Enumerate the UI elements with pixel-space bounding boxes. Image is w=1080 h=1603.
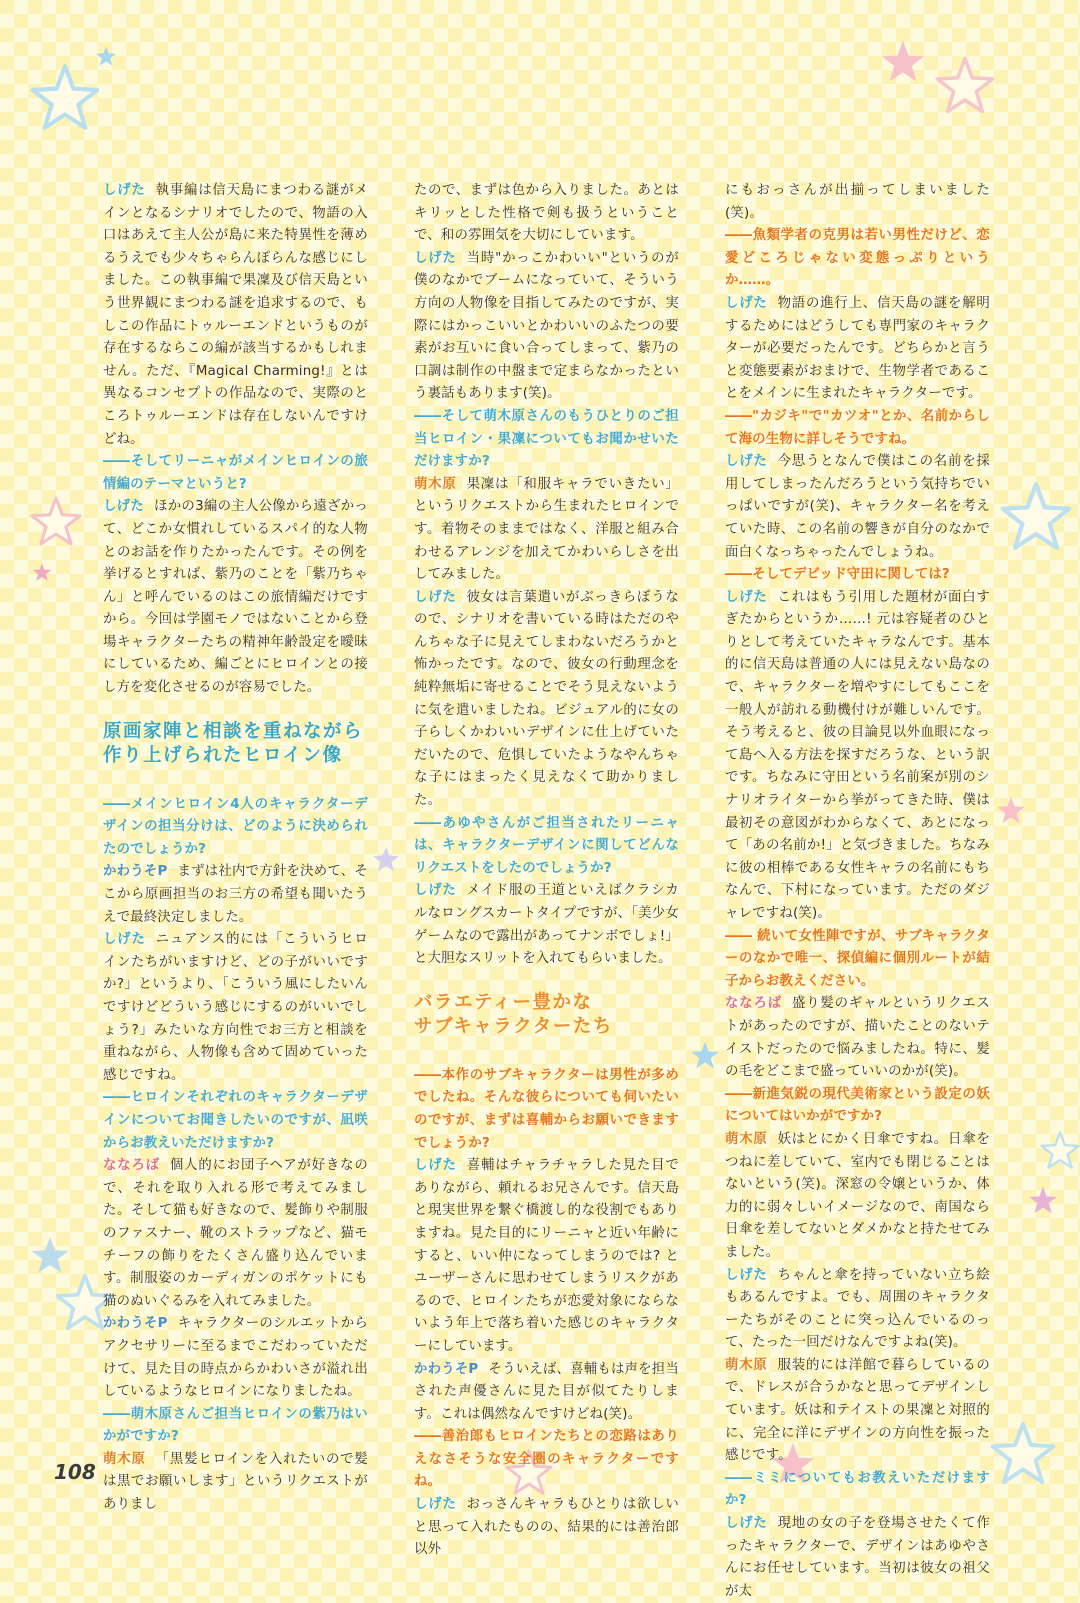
speech-paragraph bbox=[103, 1155, 368, 1313]
speaker-name: しげた bbox=[725, 295, 768, 311]
speech-paragraph bbox=[103, 929, 368, 1087]
speaker-name: かわうそP bbox=[103, 1316, 168, 1332]
section-heading-line: 作り上げられたヒロイン像 bbox=[103, 744, 343, 766]
speech-paragraph bbox=[103, 496, 368, 699]
speech-paragraph bbox=[725, 1355, 990, 1468]
speaker-name: しげた bbox=[103, 932, 146, 948]
speaker-name: しげた bbox=[414, 1497, 457, 1513]
page-number: 108 bbox=[54, 1460, 96, 1484]
text-column-1 bbox=[103, 180, 368, 1517]
section-heading bbox=[414, 991, 679, 1039]
speech-paragraph bbox=[725, 180, 990, 225]
speech-text: メイド服の王道といえばクラシカルなロングスカートタイプですが、「美少女ゲームなので露出があってナンボでしょ!」と大胆なスリットを入れてもらいました。 bbox=[414, 883, 679, 967]
speech-text: ほかの3編の主人公像から遠ざかって、どこか女慣れしているスパイ的な人物とのお話を作りたかったんです。その例を挙げるとすれば、紫乃のことを「紫乃ちゃん」と呼んでいるのはこの旅情編だけですから。今回は学園モノではないことから登場キャラクターたちの精神年齢設定を曖昧にしているため、編ごとにヒロインとの接し方を変化させるのが容易でした。 bbox=[103, 499, 368, 696]
speech-text: 「黒髪ヒロインを入れたいので髪は黒でお願いします」というリクエストがありまし bbox=[103, 1451, 368, 1513]
speech-text: キャラクターのシルエットからアクセサリーに至るまでこだわっていただけて、見た目の時点からかわいさが溢れ出しているようなヒロインになりましたね。 bbox=[103, 1316, 368, 1400]
section-heading-line: 原画家陣と相談を重ねながら bbox=[103, 720, 364, 742]
speaker-name: しげた bbox=[414, 1158, 457, 1174]
speech-paragraph bbox=[103, 1449, 368, 1517]
speech-text: 喜輔はチャラチャラした見た目でありながら、頼れるお兄さんです。信天島と現実世界を繋ぐ橋渡し的な役割でもありますね。見た目的にリーニャと近い年齢にすると、いい仲になってしまうのでは? とユーザーさんに思わせてしまうリスクがあるので、ヒロインたちが恋愛対象にならないよう年上で落ち着いた感じのキャラクターにしています。 bbox=[414, 1158, 679, 1354]
speech-paragraph bbox=[414, 1155, 679, 1358]
speech-text: そういえば、喜輔もは声を担当された声優さんに見た目が似てたりします。これは偶然なんですけどね(笑)。 bbox=[414, 1361, 679, 1422]
speaker-name: 萌木原 bbox=[725, 1357, 768, 1373]
speaker-name: ななろば bbox=[725, 996, 782, 1012]
speech-text: まずは社内で方針を決めて、そこから原画担当のお三方の希望も聞いたうえで最終決定しました。 bbox=[103, 864, 368, 925]
star-outline-icon bbox=[30, 495, 82, 547]
speech-paragraph bbox=[414, 880, 679, 970]
speech-text: 当時"かっこかわいい"というのが僕のなかでブームになっていて、そういう方向の人物像を目指してみたのですが、実際にはかっこいいとかわいいのふたつの要素がお互いに食い合ってしまって、紫乃の口調は制作の中盤まで定まらなかったという裏話もあります(笑)。 bbox=[414, 250, 679, 402]
star-pink-icon bbox=[880, 38, 926, 84]
speech-text: 現地の女の子を登場させたくて作ったキャラクターで、デザインはあゆやさんにお任せしています。当初は彼女の祖父が太 bbox=[725, 1516, 990, 1599]
speaker-name: 萌木原 bbox=[103, 1451, 146, 1467]
star-outline-icon bbox=[30, 62, 100, 132]
speech-paragraph bbox=[103, 180, 368, 451]
interviewer-question: ――善治郎もヒロインたちとの恋路はありえなさそうな安全圏のキャラクターですね。 bbox=[414, 1429, 679, 1490]
speaker-name: かわうそP bbox=[103, 864, 168, 880]
speech-text: 執事編は信天島にまつわる謎がメインとなるシナリオでしたので、物語の入口はあえて主人公が島に来た特異性を薄めるうえでも少々ちゃらんぽらんな感じにしました。この執事編で果凜及び信天島という世界観にまつわる謎を追求するので、もしこの作品にトゥルーエンドというものが存在するならこの編が該当するかもしれません。ただ、『Magical Charming!』とは異なるコンセプトの作品なので、実際のところトゥルーエンドは存在しないんですけどね。 bbox=[103, 183, 368, 447]
speaker-name: しげた bbox=[725, 1516, 768, 1532]
speaker-name: 萌木原 bbox=[414, 476, 457, 492]
speaker-name: かわうそP bbox=[414, 1361, 479, 1377]
speaker-name: 萌木原 bbox=[725, 1131, 768, 1147]
speech-paragraph bbox=[414, 248, 679, 406]
speaker-name: しげた bbox=[103, 499, 145, 515]
text-column-3 bbox=[725, 180, 990, 1603]
interviewer-question: ――萌木原さんご担当ヒロインの紫乃はいかがですか? bbox=[103, 1406, 368, 1445]
speaker-name: しげた bbox=[725, 1267, 768, 1283]
speech-text: 物語の進行上、信天島の謎を解明するためにはどうしても専門家のキャラクターが必要だったんです。どちらかと言うと変態要素がおまけで、生物学者であることをメインに生まれたキャラクターです。 bbox=[725, 295, 990, 402]
interviewer-question: ――そして萌木原さんのもうひとりのご担当ヒロイン・果凜についてもお聞かせいただけますか? bbox=[414, 408, 679, 470]
speaker-name: しげた bbox=[103, 183, 146, 198]
interviewer-question: ――メインヒロイン4人のキャラクターデザインの担当分けは、どのように決められたのでしょうか? bbox=[103, 796, 368, 857]
interviewer-question: ――"カジキ"で"カツオ"とか、名前からして海の生物に詳しそうですね。 bbox=[725, 408, 990, 447]
interviewer-question: ――ミミについてもお教えいただけますか? bbox=[725, 1470, 990, 1509]
speech-text: 今思うとなんで僕はこの名前を採用してしまったんだろうという気持ちでいっぱいですが(笑)、キャラクター名を考えていた時、この名前の響きが自分のなかで面白くなっちゃったんでしょうね。 bbox=[725, 454, 990, 560]
speaker-name: しげた bbox=[414, 589, 457, 605]
speech-paragraph bbox=[725, 1513, 990, 1603]
speech-text: 妖はとにかく日傘ですね。日傘をつねに差していて、室内でも閉じることはないという(笑)。深窓の令嬢というか、体力的に弱々しいイメージなので、南国なら日傘を差してないとダメかなと持たせてみました。 bbox=[725, 1131, 990, 1260]
speech-paragraph bbox=[725, 587, 990, 926]
star-outline-icon bbox=[990, 1420, 1056, 1486]
speech-paragraph bbox=[103, 1313, 368, 1403]
speech-paragraph bbox=[414, 474, 679, 587]
speech-text: 盛り髪のギャルというリクエストがあったのですが、描いたことのないテイストだったので悩みましたね。特に、髪の毛をどこまで盛っていいのかが(笑)。 bbox=[725, 996, 990, 1080]
speaker-name: しげた bbox=[414, 883, 457, 899]
speech-paragraph bbox=[725, 1265, 990, 1355]
section-heading-line: バラエティー豊かな bbox=[414, 991, 593, 1013]
speech-paragraph bbox=[725, 993, 990, 1083]
speech-text: ニュアンス的には「こういうヒロインたちがいますけど、どの子がいいですか?」というより、「こういう風にしたいんですけどどういう感じにするのがいいでしょう?」みたいな方向性でお三方と相談を重ねながら、人物像も含めて固めていった感じですね。 bbox=[103, 932, 368, 1083]
star-outline-icon bbox=[935, 55, 995, 115]
speech-paragraph bbox=[725, 293, 990, 406]
interviewer-question: ――新進気鋭の現代美術家という設定の妖についてはいかがですか? bbox=[725, 1086, 990, 1125]
section-heading bbox=[103, 720, 368, 768]
speaker-name: しげた bbox=[725, 454, 768, 470]
speech-paragraph bbox=[725, 451, 990, 564]
star-pink-icon bbox=[996, 795, 1026, 825]
speech-text: ちゃんと傘を持っていない立ち絵もあるんですよ。でも、周囲のキャラクターたちがそのことに突っ込んでいるのって、たった一回だけなんですよね(笑)。 bbox=[725, 1267, 990, 1351]
speech-text: これはもう引用した題材が面白すぎたからというか……! 元は容疑者のひとりとして考えていたキャラなんです。基本的に信天島は普通の人には見えない島なので、キャラクターを増やすにしてもここを一般人が訪れる動機付けが難しいんです。そう考えると、彼の目論見以外血眼になって島へ入る方法を探すだろうな、という訳です。ちなみに守田という名前案が別のシナリオライターから挙がってきた時、僕は最初その意図がわからなくて、あとになって「あの名前か!」と気づきました。ちなみに彼の相棒である女性キャラの名前にもちなんで、下村になっています。ただのダジャレですね(笑)。 bbox=[725, 589, 990, 921]
speech-paragraph bbox=[414, 587, 679, 813]
speech-text: にもおっさんが出揃ってしまいました(笑)。 bbox=[725, 183, 990, 221]
speech-text: 個人的にお団子ヘアが好きなので、それを取り入れる形で考えてみました。そして猫も好きなので、髪飾りや制服のファスナー、靴のストラップなど、猫モチーフの飾りをたくさん盛り込んでいます。制服姿のカーディガンのポケットにも猫のぬいぐるみを入れてみました。 bbox=[103, 1158, 368, 1309]
interviewer-question: ――魚類学者の克男は若い男性だけど、恋愛どころじゃない変態っぷりというか……。 bbox=[725, 228, 990, 289]
speaker-name: ななろば bbox=[103, 1158, 160, 1174]
interviewer-question: ――ヒロインそれぞれのキャラクターデザインについてお聞きしたいのですが、凪咲からお教えいただけますか? bbox=[103, 1090, 368, 1151]
speech-text: 果凜は「和服キャラでいきたい」というリクエストから生まれたヒロインです。着物そのままではなく、洋服と組み合わせるアレンジを加えてかわいらしさを出してみました。 bbox=[414, 476, 679, 583]
star-outline-icon bbox=[1040, 1130, 1080, 1170]
speech-paragraph bbox=[103, 861, 368, 929]
interviewer-question: ――そしてデビッド守田に関しては? bbox=[725, 567, 950, 583]
speaker-name: しげた bbox=[414, 250, 457, 266]
star-small-blue-icon bbox=[95, 45, 117, 67]
speaker-name: しげた bbox=[725, 589, 768, 605]
speech-paragraph bbox=[414, 180, 679, 248]
text-column-2 bbox=[414, 180, 679, 1562]
section-heading-line: サブキャラクターたち bbox=[414, 1015, 613, 1037]
star-pink-icon bbox=[1028, 1185, 1058, 1215]
interviewer-question: ―― 続いて女性陣ですが、サブキャラクターのなかで唯一、探偵編に個別ルートが結子からお教えください。 bbox=[725, 928, 990, 989]
speech-text: 服装的には洋館で暮らしているので、ドレスが合うかなと思ってデザインしています。妖は和テイストの果凜と対照的に、完全に洋にデザインの方向性を振った感じです。 bbox=[725, 1357, 990, 1464]
speech-paragraph bbox=[414, 1359, 679, 1427]
star-outline-icon bbox=[1000, 480, 1072, 552]
speech-paragraph bbox=[725, 1129, 990, 1265]
speech-text: 彼女は言葉遣いがぶっきらぼうなので、シナリオを書いている時はただのやんちゃな子に見えてしまわないだろうかと怖かったです。なので、彼女の行動理念を純粋無垢に寄せることでそう見えないように気を遣いましたね。ビジュアル的に女の子らしくかわいいデザインに仕上げていただいたので、危惧していたようなやんちゃな子にはまったく見えなくて助かりました。 bbox=[414, 589, 679, 809]
star-blue-icon bbox=[690, 1040, 720, 1070]
star-small-pink-icon bbox=[32, 562, 52, 582]
star-blue-icon bbox=[372, 845, 400, 873]
star-blue-icon bbox=[30, 1235, 70, 1275]
interviewer-question: ――そしてリーニャがメインヒロインの旅情編のテーマというと? bbox=[103, 454, 368, 492]
speech-text: おっさんキャラもひとりは欲しいと思って入れたものの、結果的には善治郎以外 bbox=[414, 1497, 679, 1558]
interviewer-question: ――あゆやさんがご担当されたリーニャは、キャラクターデザインに関してどんなリクエストをしたのでしょうか? bbox=[414, 815, 679, 876]
speech-text: たので、まずは色から入りました。あとはキリッとした性格で剣も扱うということで、和の雰囲気を大切にしています。 bbox=[414, 183, 679, 244]
interviewer-question: ――本作のサブキャラクターは男性が多めでしたね。そんな彼らについても伺いたいのですが、まずは喜輔からお願いできますでしょうか? bbox=[414, 1067, 679, 1151]
